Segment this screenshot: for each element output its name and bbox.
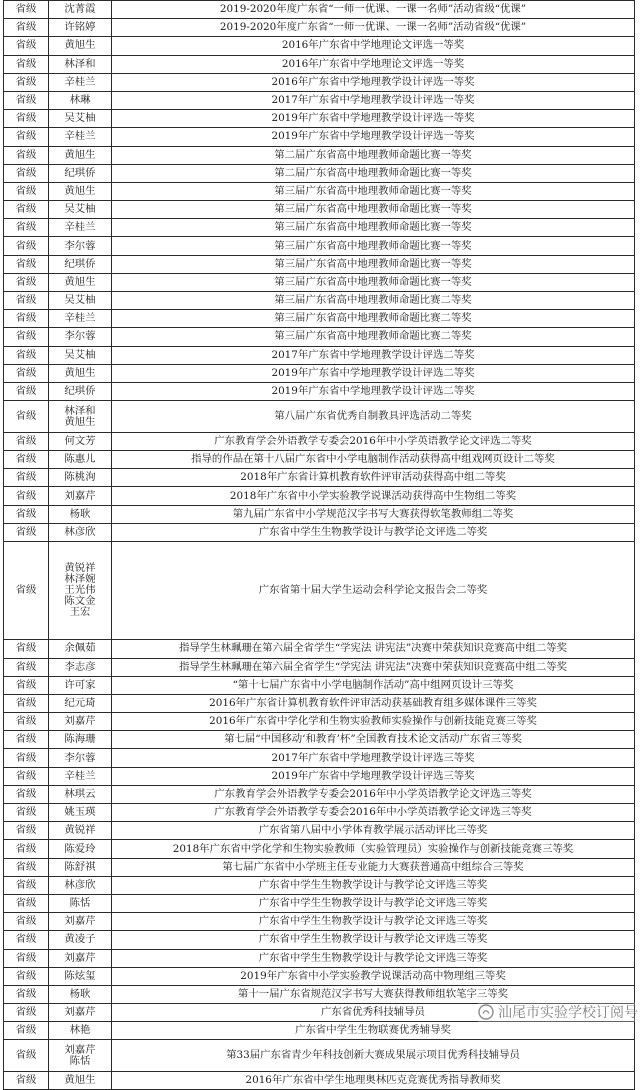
level-cell: 省级: [4, 182, 49, 200]
award-cell: 指导学生林珮珊在第六届全省学生“学宪法 讲宪法”决赛中荣获知识竞赛高中组二等奖: [112, 640, 635, 658]
level-cell: 省级: [4, 328, 49, 346]
teacher-name-cell: [49, 73, 112, 91]
table-row: [4, 91, 635, 109]
level-cell: 省级: [4, 1072, 49, 1090]
level-cell: 省级: [4, 840, 49, 858]
teacher-name-cell: [49, 713, 112, 731]
teacher-name: 刘嘉芹: [64, 915, 96, 928]
teacher-name: 林泽和: [64, 404, 96, 417]
teacher-name: 辛桂兰: [64, 769, 96, 782]
award-cell: 广东省中学生生物教学设计与教学论文评选三等奖: [112, 931, 635, 949]
award-cell: 广东教育学会外语教学专委会2016年中小学英语教学论文评选三等奖: [112, 785, 635, 803]
teacher-name: 许可家: [64, 678, 96, 691]
award-cell: 第八届广东省优秀自制教具评选活动二等奖: [112, 401, 635, 433]
teacher-name-cell: [49, 1022, 112, 1040]
teacher-name-cell: [49, 91, 112, 109]
table-row: [4, 219, 635, 237]
table-row: [4, 310, 635, 328]
teacher-name: 黄凌子: [64, 933, 96, 946]
level-cell: 省级: [4, 658, 49, 676]
teacher-name-cell: [49, 255, 112, 273]
award-cell: “第十七届广东省中小学电脑制作活动”高中组网页设计三等奖: [112, 676, 635, 694]
award-cell: 指导的作品在第十八届广东省中小学电脑制作活动获得高中组戏网页设计二等奖: [112, 451, 635, 469]
teacher-name-cell: [49, 523, 112, 541]
level-cell: 省级: [4, 931, 49, 949]
award-cell: 指导学生林珮珊在第六届全省学生“学宪法 讲宪法”决赛中荣获知识竞赛高中组二等奖: [112, 658, 635, 676]
level-cell: 省级: [4, 785, 49, 803]
teacher-name-cell: [49, 401, 112, 433]
award-cell: 2019年广东省中学地理教学设计评选一等奖: [112, 110, 635, 128]
teacher-name-cell: [49, 364, 112, 382]
teacher-name-cell: [49, 382, 112, 400]
award-cell: 广东省中学生生物教学设计与教学论文评选三等奖: [112, 894, 635, 912]
table-row: [4, 523, 635, 541]
teacher-name-cell: [49, 731, 112, 749]
table-row: [4, 110, 635, 128]
level-cell: 省级: [4, 55, 49, 73]
teacher-name: 吴艾柚: [64, 294, 96, 307]
table-row: [4, 37, 635, 55]
level-cell: 省级: [4, 894, 49, 912]
teacher-name: 林艳: [69, 1024, 91, 1037]
teacher-name: 陈舒祺: [64, 860, 96, 873]
award-cell: 2017年广东省中学地理教学设计评选一等奖: [112, 91, 635, 109]
award-cell: 广东教育学会外语教学专委会2016年中小学英语教学论文评选三等奖: [112, 804, 635, 822]
level-cell: 省级: [4, 37, 49, 55]
award-cell: 2019年广东省中学地理教学设计评选一等奖: [112, 128, 635, 146]
table-row: [4, 1072, 635, 1090]
teacher-name: 李尔蓉: [64, 330, 96, 343]
teacher-name: 刘嘉芹: [64, 951, 96, 964]
table-row: [4, 676, 635, 694]
teacher-name: 何文芳: [64, 435, 96, 448]
teacher-name-cell: [49, 55, 112, 73]
teacher-name-cell: [49, 469, 112, 487]
teacher-name-cell: [49, 219, 112, 237]
award-cell: 广东省中学生生物教学设计与教学论文评选三等奖: [112, 949, 635, 967]
teacher-name-cell: [49, 273, 112, 291]
award-cell: 第二届广东省高中地理教师命题比赛一等奖: [112, 164, 635, 182]
teacher-name-cell: [49, 346, 112, 364]
level-cell: 省级: [4, 487, 49, 505]
teacher-name-cell: [49, 310, 112, 328]
teacher-name-cell: [49, 913, 112, 931]
award-cell: 2018年广东省中学化学和生物实验教师（实验管理员）实验操作与创新技能竞赛三等奖: [112, 840, 635, 858]
teacher-name-cell: [49, 128, 112, 146]
award-cell: 2018年广东省计算机教育软件评审活动获得高中组二等奖: [112, 469, 635, 487]
table-row: [4, 401, 635, 433]
teacher-name: 余佩茹: [64, 642, 96, 655]
award-cell: 第七届“中国移动‘和教育’杯”全国教育技术论文活动广东省三等奖: [112, 731, 635, 749]
teacher-name: 杨耿: [69, 507, 91, 520]
teacher-name: 陈恬: [69, 897, 91, 910]
award-cell: 2019年广东省中学地理教学设计评选二等奖: [112, 382, 635, 400]
award-cell: 2016年广东省中学地理教学设计评选一等奖: [112, 73, 635, 91]
level-cell: 省级: [4, 346, 49, 364]
level-cell: 省级: [4, 640, 49, 658]
level-cell: 省级: [4, 967, 49, 985]
wechat-subscription-icon: [478, 1004, 494, 1020]
teacher-name: 姚玉瑛: [64, 806, 96, 819]
award-cell: 广东省第十届大学生运动会科学论文报告会二等奖: [112, 542, 635, 640]
teacher-name: 黄锐祥: [64, 824, 96, 837]
teacher-name: 李尔蓉: [64, 239, 96, 252]
award-cell: 2016年广东省计算机教育软件评审活动获基础教育组多媒体课件三等奖: [112, 694, 635, 712]
teacher-name: 吴艾柚: [64, 203, 96, 216]
level-cell: 省级: [4, 201, 49, 219]
table-row: [4, 858, 635, 876]
teacher-name-cell: [49, 1, 112, 19]
teacher-name: 辛桂兰: [64, 221, 96, 234]
teacher-name-cell: [49, 931, 112, 949]
teacher-name: 黄旭生: [64, 366, 96, 379]
level-cell: 省级: [4, 91, 49, 109]
table-row: [4, 487, 635, 505]
award-cell: 2016年广东省中学地理论文评选一等奖: [112, 37, 635, 55]
teacher-name: 黄旭生: [64, 184, 96, 197]
table-row: [4, 822, 635, 840]
level-cell: 省级: [4, 731, 49, 749]
table-row: [4, 767, 635, 785]
teacher-name: 黄旭生: [64, 275, 96, 288]
level-cell: 省级: [4, 949, 49, 967]
teacher-name-cell: [49, 237, 112, 255]
teacher-name-cell: [49, 840, 112, 858]
table-row: [4, 182, 635, 200]
level-cell: 省级: [4, 767, 49, 785]
teacher-name-cell: [49, 676, 112, 694]
award-cell: 2016年广东省中学地理论文评选一等奖: [112, 55, 635, 73]
teacher-name-cell: [49, 110, 112, 128]
teacher-name-cell: [49, 146, 112, 164]
teacher-name-cell: [49, 749, 112, 767]
award-cell: 2016年广东省中学生地理奥林匹克竞赛优秀指导教师奖: [112, 1072, 635, 1090]
teacher-name-cell: [49, 1040, 112, 1072]
teacher-name: 李尔蓉: [64, 751, 96, 764]
table-row: [4, 73, 635, 91]
teacher-name: 黄旭生: [64, 1074, 96, 1087]
award-cell: 广东教育学会外语教学专委会2016年中小学英语教学论文评选二等奖: [112, 432, 635, 450]
table-row: [4, 967, 635, 985]
teacher-name: 林泽婉: [64, 573, 96, 586]
level-cell: 省级: [4, 713, 49, 731]
teacher-name-cell: [49, 542, 112, 640]
watermark-text: 汕尾市实验学校订阅号: [498, 1005, 638, 1021]
award-cell: 广东省中学生生物联赛优秀辅导奖: [112, 1022, 635, 1040]
teacher-name: 黄旭生: [64, 148, 96, 161]
award-cell: 2017年广东省中学地理教学设计评选二等奖: [112, 346, 635, 364]
teacher-name: 刘嘉芹: [64, 1006, 96, 1019]
teacher-name-cell: [49, 451, 112, 469]
teacher-name-cell: [49, 822, 112, 840]
teacher-name: 黄锐祥: [64, 562, 96, 575]
award-cell: 第九届广东省中小学规范汉字书写大赛获得软笔教师组二等奖: [112, 505, 635, 523]
award-cell: 第七届广东省中小学班主任专业能力大赛获普通高中组综合三等奖: [112, 858, 635, 876]
level-cell: 省级: [4, 749, 49, 767]
teacher-name-cell: [49, 804, 112, 822]
award-cell: 第33届广东省青少年科技创新大赛成果展示项目优秀科技辅导员: [112, 1040, 635, 1072]
award-cell: 2017年广东省中学地理教学设计评选三等奖: [112, 749, 635, 767]
award-cell: 2019年广东省中学地理教学设计评选三等奖: [112, 767, 635, 785]
level-cell: 省级: [4, 469, 49, 487]
teacher-name: 辛桂兰: [64, 312, 96, 325]
level-cell: 省级: [4, 876, 49, 894]
award-cell: 2018年广东省中小学实验教学说课活动获得高中生物组二等奖: [112, 487, 635, 505]
award-cell: 广东省中学生生物教学设计与教学论文评选三等奖: [112, 913, 635, 931]
level-cell: 省级: [4, 451, 49, 469]
teacher-name: 陈恬: [69, 1054, 91, 1067]
award-cell: 广东省中学生生物教学设计与教学论文评选三等奖: [112, 876, 635, 894]
award-cell: 第三届广东省高中地理教师命题比赛二等奖: [112, 328, 635, 346]
level-cell: 省级: [4, 110, 49, 128]
level-cell: 省级: [4, 985, 49, 1003]
level-cell: 省级: [4, 822, 49, 840]
table-row: [4, 237, 635, 255]
award-cell: 第三届广东省高中地理教师命题比赛一等奖: [112, 219, 635, 237]
teacher-name-cell: [49, 658, 112, 676]
award-cell: 第二届广东省高中地理教师命题比赛一等奖: [112, 146, 635, 164]
level-cell: 省级: [4, 1040, 49, 1072]
table-row: [4, 985, 635, 1003]
teacher-name: 刘嘉芹: [64, 489, 96, 502]
table-row: [4, 840, 635, 858]
table-row: [4, 894, 635, 912]
table-row: [4, 713, 635, 731]
level-cell: 省级: [4, 694, 49, 712]
table-row: [4, 1, 635, 19]
awards-table-body: [4, 1, 635, 1090]
table-row: [4, 640, 635, 658]
teacher-name: 林泽和: [64, 57, 96, 70]
level-cell: 省级: [4, 1022, 49, 1040]
teacher-name: 林彦欣: [64, 878, 96, 891]
teacher-name: 纪琪侨: [64, 257, 96, 270]
awards-table: [3, 0, 635, 1090]
teacher-name-cell: [49, 785, 112, 803]
award-cell: 第十一届广东省规范汉字书写大赛获得教师组软笔字三等奖: [112, 985, 635, 1003]
teacher-name-cell: [49, 37, 112, 55]
watermark: [478, 1002, 638, 1022]
teacher-name-cell: [49, 1004, 112, 1022]
award-cell: 第三届广东省高中地理教师命题比赛一等奖: [112, 237, 635, 255]
level-cell: 省级: [4, 310, 49, 328]
table-row: [4, 658, 635, 676]
award-cell: 第三届广东省高中地理教师命题比赛一等奖: [112, 273, 635, 291]
teacher-name-cell: [49, 985, 112, 1003]
table-row: [4, 364, 635, 382]
teacher-name-cell: [49, 949, 112, 967]
table-row: [4, 913, 635, 931]
table-row: [4, 164, 635, 182]
level-cell: 省级: [4, 237, 49, 255]
level-cell: 省级: [4, 128, 49, 146]
level-cell: 省级: [4, 164, 49, 182]
level-cell: 省级: [4, 523, 49, 541]
level-cell: 省级: [4, 804, 49, 822]
award-cell: 第三届广东省高中地理教师命题比赛二等奖: [112, 310, 635, 328]
table-row: [4, 731, 635, 749]
level-cell: 省级: [4, 382, 49, 400]
teacher-name: 刘嘉芹: [64, 715, 96, 728]
table-row: [4, 273, 635, 291]
teacher-name-cell: [49, 694, 112, 712]
table-row: [4, 749, 635, 767]
teacher-name-cell: [49, 505, 112, 523]
teacher-name-cell: [49, 1072, 112, 1090]
level-cell: 省级: [4, 432, 49, 450]
teacher-name-cell: [49, 432, 112, 450]
teacher-name: 林琳: [69, 94, 91, 107]
teacher-name: 黄旭生: [64, 39, 96, 52]
award-cell: 第三届广东省高中地理教师命题比赛一等奖: [112, 201, 635, 219]
level-cell: 省级: [4, 542, 49, 640]
teacher-name-cell: [49, 640, 112, 658]
award-cell: 2019年广东省中小学实验教学说课活动高中物理组三等奖: [112, 967, 635, 985]
table-row: [4, 949, 635, 967]
teacher-name-cell: [49, 292, 112, 310]
table-row: [4, 694, 635, 712]
award-cell: 第三届广东省高中地理教师命题比赛二等奖: [112, 292, 635, 310]
award-cell: 广东省中学生生物教学设计与教学论文评选二等奖: [112, 523, 635, 541]
teacher-name: 林琪云: [64, 787, 96, 800]
teacher-name: 陈海珊: [64, 733, 96, 746]
level-cell: 省级: [4, 1, 49, 19]
teacher-name: 纪元琦: [64, 697, 96, 709]
teacher-name: 纪琪侨: [64, 385, 96, 398]
teacher-name: 林彦欣: [64, 525, 96, 538]
awards-page: [3, 0, 635, 1090]
teacher-name-cell: [49, 182, 112, 200]
level-cell: 省级: [4, 505, 49, 523]
table-row: [4, 1040, 635, 1072]
level-cell: 省级: [4, 73, 49, 91]
table-row: [4, 876, 635, 894]
table-row: [4, 1022, 635, 1040]
table-row: [4, 146, 635, 164]
teacher-name: 辛桂兰: [64, 75, 96, 88]
level-cell: 省级: [4, 858, 49, 876]
table-row: [4, 255, 635, 273]
table-row: [4, 382, 635, 400]
teacher-name-cell: [49, 767, 112, 785]
table-row: [4, 451, 635, 469]
level-cell: 省级: [4, 219, 49, 237]
table-row: [4, 931, 635, 949]
table-row: [4, 19, 635, 37]
teacher-name: 沈菁霞: [64, 3, 96, 16]
teacher-name-cell: [49, 487, 112, 505]
award-cell: 广东省优秀科技辅导员: [112, 1004, 635, 1022]
level-cell: 省级: [4, 401, 49, 433]
teacher-name: 辛桂兰: [64, 130, 96, 143]
table-row: [4, 328, 635, 346]
level-cell: 省级: [4, 364, 49, 382]
table-row: [4, 201, 635, 219]
award-cell: 2019年广东省中学地理教学设计评选二等奖: [112, 364, 635, 382]
level-cell: 省级: [4, 676, 49, 694]
table-row: [4, 804, 635, 822]
table-row: [4, 346, 635, 364]
level-cell: 省级: [4, 1004, 49, 1022]
level-cell: 省级: [4, 19, 49, 37]
teacher-name: 王光伟: [64, 584, 96, 597]
teacher-name-cell: [49, 876, 112, 894]
teacher-name: 吴艾柚: [64, 112, 96, 125]
teacher-name: 许铭婷: [64, 21, 96, 34]
teacher-name-cell: [49, 19, 112, 37]
table-row: [4, 432, 635, 450]
teacher-name: 陈爱玲: [64, 842, 96, 855]
table-row: [4, 505, 635, 523]
teacher-name: 纪琪侨: [64, 166, 96, 179]
teacher-name: 刘嘉芹: [64, 1043, 96, 1056]
level-cell: 省级: [4, 913, 49, 931]
table-row: [4, 128, 635, 146]
teacher-name: 杨耿: [69, 988, 91, 1000]
teacher-name-cell: [49, 858, 112, 876]
award-cell: 广东省第八届中小学体育教学展示活动评比三等奖: [112, 822, 635, 840]
level-cell: 省级: [4, 292, 49, 310]
teacher-name: 陈炫玺: [64, 969, 96, 982]
teacher-name: 吴艾柚: [64, 348, 96, 361]
teacher-name-cell: [49, 967, 112, 985]
level-cell: 省级: [4, 146, 49, 164]
teacher-name-cell: [49, 328, 112, 346]
teacher-name-cell: [49, 894, 112, 912]
table-row: [4, 785, 635, 803]
level-cell: 省级: [4, 273, 49, 291]
teacher-name: 陈惠儿: [64, 453, 96, 466]
award-cell: 2019-2020年度广东省“一师一优课、一课一名师”活动省级“优课”: [112, 1, 635, 19]
award-cell: 2016年广东省中学化学和生物实验教师实验操作与创新技能竞赛三等奖: [112, 713, 635, 731]
teacher-name-cell: [49, 164, 112, 182]
award-cell: 第三届广东省高中地理教师命题比赛一等奖: [112, 182, 635, 200]
table-row: [4, 55, 635, 73]
award-cell: 第三届广东省高中地理教师命题比赛一等奖: [112, 255, 635, 273]
teacher-name: 黄旭生: [64, 415, 96, 428]
teacher-name: 陈桃洵: [64, 471, 96, 484]
teacher-name: 李志彦: [64, 660, 96, 673]
table-row: [4, 542, 635, 640]
level-cell: 省级: [4, 255, 49, 273]
table-row: [4, 469, 635, 487]
award-cell: 2019-2020年度广东省“一师一优课、一课一名师”活动省级“优课”: [112, 19, 635, 37]
teacher-name: 陈文金: [64, 595, 96, 608]
teacher-name-cell: [49, 201, 112, 219]
teacher-name: 王宏: [69, 606, 91, 619]
table-row: [4, 292, 635, 310]
